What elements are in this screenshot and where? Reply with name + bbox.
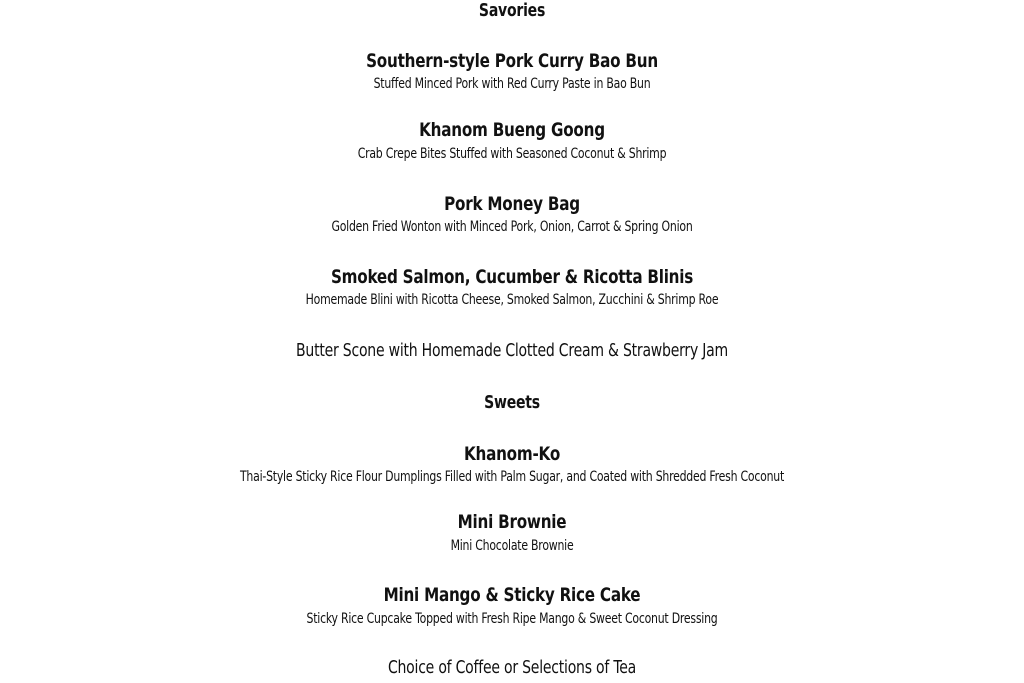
scone-item: Butter Scone with Homemade Clotted Cream & Strawberry Jam: [296, 340, 728, 361]
menu-item-name: Khanom Bueng Goong: [419, 119, 605, 141]
menu-item-name: Khanom-Ko: [463, 443, 561, 465]
menu-item-name: Smoked Salmon, Cucumber & Ricotta Blinis: [330, 266, 694, 288]
menu-item-description: Thai-Style Sticky Rice Flour Dumplings Filled with Palm Sugar, and Coated with Shredded Fresh Coconut: [239, 469, 785, 485]
menu-item-description: Homemade Blini with Ricotta Cheese, Smoked Salmon, Zucchini & Shrimp Roe: [305, 292, 719, 308]
menu-item-description: Mini Chocolate Brownie: [450, 538, 574, 554]
menu-item-description: Golden Fried Wonton with Minced Pork, Onion, Carrot & Spring Onion: [331, 219, 693, 235]
menu-item-name: Pork Money Bag: [444, 193, 580, 215]
menu-item-description: Stuffed Minced Pork with Red Curry Paste in Bao Bun: [373, 76, 651, 92]
menu-item-name: Mini Brownie: [457, 511, 567, 533]
menu-item-name: Mini Mango & Sticky Rice Cake: [383, 584, 641, 606]
menu-item-description: Crab Crepe Bites Stuffed with Seasoned Coconut & Shrimp: [357, 146, 667, 162]
menu-item-name: Southern-style Pork Curry Bao Bun: [366, 50, 658, 72]
sweets-heading: Sweets: [484, 392, 540, 413]
beverage-item: Choice of Coffee or Selections of Tea: [387, 657, 637, 678]
menu-item-description: Sticky Rice Cupcake Topped with Fresh Ripe Mango & Sweet Coconut Dressing: [306, 611, 718, 627]
savories-heading: Savories: [478, 0, 546, 21]
